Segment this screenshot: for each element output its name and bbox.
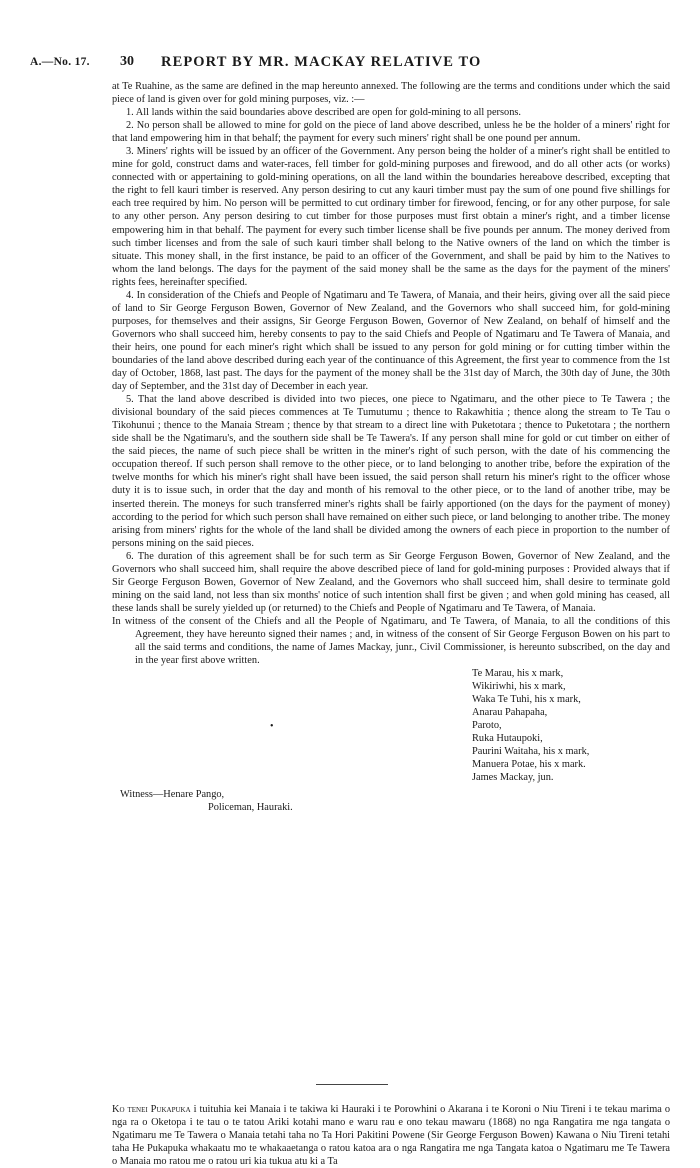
witness-office: Policeman, Hauraki. (208, 802, 293, 814)
page-number: 30 (120, 54, 134, 69)
maori-text (112, 1103, 670, 1168)
witness-name: Witness—Henare Pango, (120, 789, 225, 801)
maori-opening: Ko tenei Pukapuka (112, 1104, 191, 1115)
witnessed-by (120, 788, 293, 814)
signatory: Waka Te Tuhi, his x mark, (472, 694, 581, 706)
witness-clause: In witness of the consent of the Chiefs and all the People of Ngatimaru, and Te Tawera, of Manaia, to all the conditions of this Agreement, they have hereunto signed their names ; and, in witness of the consent of Sir George Ferguson Bowen on his part to all the said terms and conditions, the name of James Mackay, junr., Civil Commissioner, is hereunto subscribed, on the day and in the year first above written. (112, 615, 670, 667)
section-divider (316, 1084, 388, 1085)
signatory: Te Marau, his x mark, (472, 668, 564, 680)
session-reference: A.—No. 17. (30, 56, 90, 68)
signatory: Paurini Waitaha, his x mark, (472, 746, 590, 758)
clause-2: 2. No person shall be allowed to mine for gold on the piece of land above described, unless he be the holder of a miners' right for that land empowering him in that behalf; the payment for every such miners' right shall be one pound per annum. (112, 120, 670, 145)
signature-block (112, 667, 670, 815)
print-mark: • (270, 721, 274, 733)
signatory: Manuera Potae, his x mark. (472, 759, 586, 771)
signatory: James Mackay, jun. (472, 772, 554, 784)
clause-4: 4. In consideration of the Chiefs and People of Ngatimaru and Te Tawera, of Manaia, and their heirs, giving over all the said piece of land to Sir George Ferguson Bowen, Governor of New Zealand, and the Governors who shall succeed him, for gold-mining purposes, for themselves and their assigns, Sir George Ferguson Bowen, Governor of New Zealand, on behalf of himself and the Governors who shall succeed him, hereby consents to pay to the said Chiefs and People of Ngatimaru and Te Tawera of Manaia, and their heirs, one pound for each miner's right which shall be issued to any person for gold mining or for cutting timber within the boundaries of the land above described during each year of the continuance of this Agreement, the first year to commence from the 1st day of October, 1868, last past. The days for the payment of the money shall be the 31st day of March, the 30th day of June, the 30th day of September, and the 31st day of December in each year. (112, 289, 670, 393)
running-title: REPORT BY MR. MACKAY RELATIVE TO (161, 54, 482, 70)
signatory: Wikiriwhi, his x mark, (472, 681, 566, 693)
signatory-list (472, 667, 672, 784)
signatory: Anarau Pahapaha, (472, 707, 548, 719)
intro-paragraph: at Te Ruahine, as the same are defined in the map hereunto annexed. The following are the terms and conditions under which the said piece of land is given over for gold mining purposes, viz. :— (112, 81, 670, 106)
clause-6: 6. The duration of this agreement shall be for such term as Sir George Ferguson Bowen, Governor of New Zealand, and the Governors who shall succeed him, shall require the above described piece of land for gold-mining purposes : Provided always that if Sir George Ferguson Bowen, Governor of New Zealand, and the Governors who shall succeed him, shall desire to terminate gold mining on the said land, not less than six months' notice of such intention shall first be given ; and when gold mining has ceased, all these lands shall be surely yielded up (or returned) to the Chiefs and People of Ngatimaru and Te Tawera, of Manaia. (112, 550, 670, 614)
clause-1: 1. All lands within the said boundaries above described are open for gold-mining to all persons. (126, 107, 521, 119)
agreement-body (112, 80, 670, 815)
signatory: Ruka Hutaupoki, (472, 733, 543, 745)
clause-3: 3. Miners' rights will be issued by an officer of the Government. Any person being the holder of a miner's right shall be entitled to mine for gold, construct dams and water-races, fell timber for gold-mining purposes and firewood, and do all other acts (or works) connected with or appertaining to gold-mining operations, on all the land within the boundaries hereabove described, excepting that the right to fell kauri timber is reserved. Any person desiring to cut any kauri timber must pay the sum of one pound five shillings for each tree required by him. No person will be permitted to cut ordinary timber for firewood, fencing, or for any other purpose, for sale to any other person. Any person desiring to cut timber for those purposes must first obtain a miner's right, and a timber license empowering him in that behalf. The payment for every such timber license shall be five pounds per annum. The money derived from such timber licenses and from the sale of such kauri timber shall belong to the Native owners of the land on which the timber is situate. This money shall, in the first instance, be paid to an officer of the Government, and shall be paid by him to the Natives to whom the land belongs. The days for the payment of the said money shall be the same as the days for the payment of the miners' rights fees, hereinafter specified. (112, 146, 670, 288)
signatory: Paroto, (472, 720, 502, 732)
page-header (30, 54, 670, 76)
clause-5: 5. That the land above described is divided into two pieces, one piece to Ngatimaru, and the other piece to Te Tawera ; the divisional boundary of the said pieces commences at Te Tumutumu ; thence to Rakawhitia ; thence along the stream to Te Tau o Tikohunui ; thence to the Manaia Stream ; thence by that stream to a direct line with Puketotara ; thence to Puketotara ; the northern side shall be the Ngatimaru's, and the southern side shall be Te Tawera's. If any person shall mine for gold or cut timber on either of the said pieces, the name of such piece shall be written in the miner's right of such person, with the date of his commencing the occupation thereof. If such person shall remove to the other piece, or to land belonging to another tribe, before the expiration of the twelve months for which his miner's right shall have been issued, the said person shall return his miner's right to the officer whose duty it is to issue such, in order that the day and month of his removal to the other piece, or to the land of another tribe, may be inserted therein. The moneys for such transferred miner's rights shall be fairly apportioned (on the days for the payment of money) according to the period for which such person shall have remained on either such piece, or land belonging to another tribe. The money arising from miners' rights for the whole of the land shall be divided among the owners of each piece in proportion to the number of persons mining on the said pieces. (112, 394, 670, 549)
maori-paragraph: i tuituhia kei Manaia i te takiwa ki Hauraki i te Porowhini o Akarana i te Koroni o Niu Tireni i te tekau marima o nga ra o Oketopa i te tau o te tatou Ariki kotahi mano e waru rau e ono tekau mawaru (1868) no nga Rangatira me nga tangata o Ngatimaru me Te Tawera o Manaia tetahi taha no Ta Hori Pakitini Powene (Sir George Ferguson Bowen) Kawana o Niu Tireni tetahi taha He Pukapuka whakaatu mo te whakaaetanga o ratou katoa ara o nga Rangatira me nga Tangata katoa o Ngatimaru me Te Tawera o Manaia mo ratou me o ratou uri kia tukua atu ki a Ta (112, 1104, 670, 1168)
